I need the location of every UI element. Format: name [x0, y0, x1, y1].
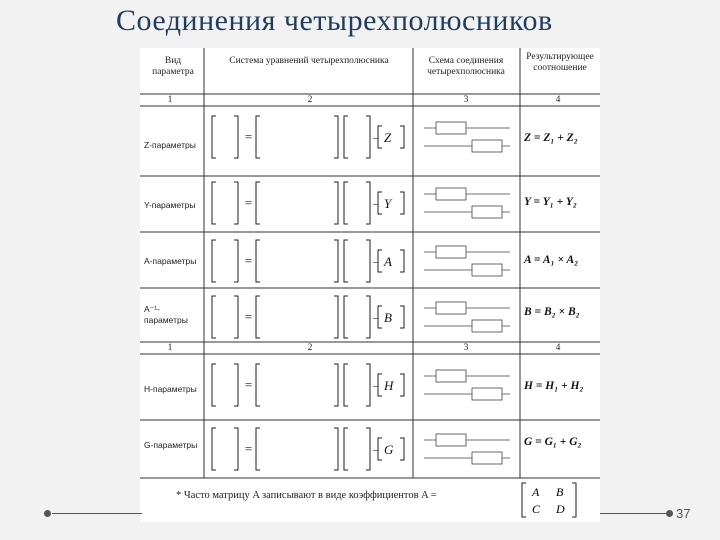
header-scheme: Схема соединения четырехполюсника [427, 56, 505, 77]
footnote: * Часто матрицу A записывают в виде коэффициентов A = [176, 490, 437, 501]
row-label-a: A-параметры [144, 256, 197, 266]
equation-symbol: – [373, 132, 379, 144]
equation-symbol: Z [384, 130, 392, 145]
equation-symbol: H [384, 378, 394, 393]
equation-symbol: B [384, 310, 392, 325]
col-number: 3 [463, 95, 469, 105]
result-b: B = B₂ × B₂ [524, 306, 580, 318]
footer-line-left [52, 513, 142, 514]
row-label-g: G-параметры [144, 440, 198, 450]
row-label-z: Z-параметры [144, 140, 196, 150]
row-label-h: H-параметры [144, 384, 197, 394]
header-param-type: Вид параметра [152, 56, 194, 77]
equation-symbol: – [373, 312, 379, 324]
col-number: 4 [555, 95, 561, 105]
matrix-a: A [532, 485, 540, 499]
footer-bullet-right [666, 510, 673, 517]
equation-symbol: = [244, 377, 253, 392]
matrix-d: D [556, 502, 565, 516]
result-h: H = H₁ + H₂ [524, 380, 584, 392]
equation-symbol: = [244, 253, 253, 268]
footnote-matrix [520, 480, 580, 520]
row-label-a-inverse: A⁻¹-параметры [144, 304, 188, 325]
result-y: Y = Y₁ + Y₂ [524, 196, 577, 208]
equation-symbol: – [373, 380, 379, 392]
equation-symbol: = [244, 309, 253, 324]
row-label-y: Y-параметры [144, 200, 196, 210]
equation-symbol: A [384, 254, 392, 269]
col-number: 1 [167, 343, 173, 353]
equation-symbol: = [244, 195, 253, 210]
equation-symbol: – [373, 198, 379, 210]
result-z: Z = Z₁ + Z₂ [524, 132, 578, 144]
page-number: 37 [676, 506, 691, 521]
equation-symbol: = [244, 129, 253, 144]
header-result: Результирующее соотношение [526, 52, 594, 73]
result-g: G = G₁ + G₂ [524, 436, 582, 448]
col-number: 2 [307, 343, 313, 353]
equation-symbol: – [373, 444, 379, 456]
slide-title: Соединения четырехполюсников [116, 4, 553, 37]
col-number: 3 [463, 343, 469, 353]
table-grid [140, 48, 600, 522]
equation-symbol: = [244, 441, 253, 456]
col-number: 1 [167, 95, 173, 105]
parameters-table [140, 48, 600, 522]
col-number: 4 [555, 343, 561, 353]
equation-symbol: – [373, 256, 379, 268]
header-equations: Система уравнений четырехполюсника [229, 56, 389, 66]
result-a: A = A₁ × A₂ [524, 254, 579, 266]
equation-symbol: G [384, 442, 394, 457]
matrix-b: B [556, 485, 564, 499]
col-number: 2 [307, 95, 313, 105]
footer-bullet-left [44, 510, 51, 517]
matrix-c: C [532, 502, 541, 516]
footer-line-right [600, 513, 668, 514]
equation-symbol: Y [384, 196, 392, 211]
